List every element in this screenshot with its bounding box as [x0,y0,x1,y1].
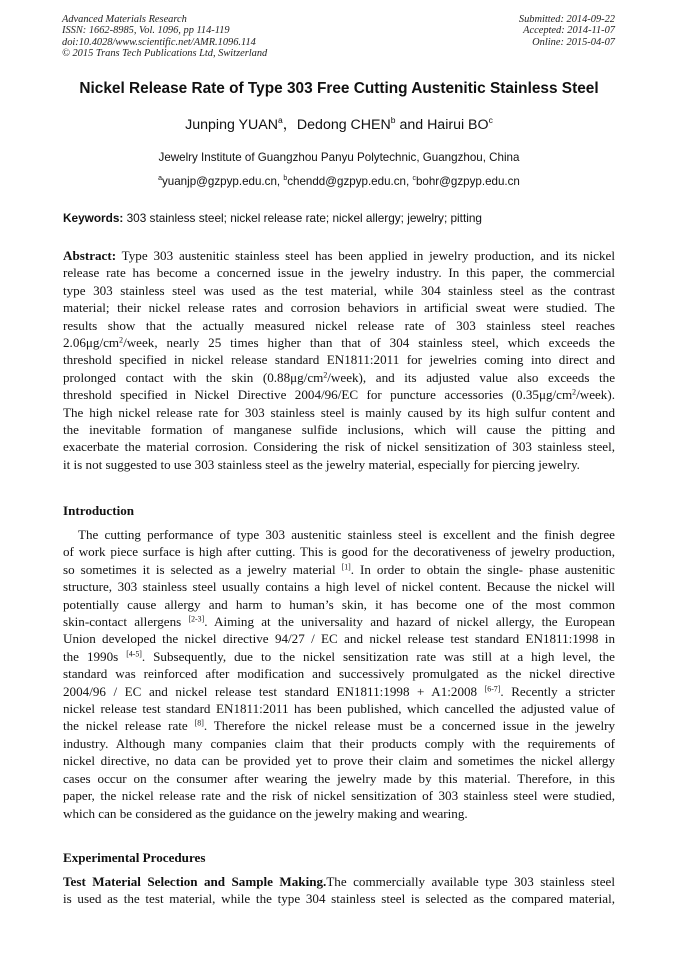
text-line: which can be considered as the guidance on the jewelry making and wearing. [63,805,468,821]
text-line [63,299,615,316]
text-line: industry. Although many companies claim that their products comply with the requirements of [63,735,615,751]
text-line [63,873,615,890]
text-fragment: The commercially available type 303 stainless steel [326,874,615,889]
text-line [63,369,615,386]
author-separator: ， [282,117,297,133]
text-fragment: 2.06μg/cm [63,335,120,351]
text-fragment: Type 303 austenitic stainless steel has been applied in jewelry production, and its nickel [116,248,615,263]
email-link[interactable]: chendd@gzpyp.edu.cn [287,175,406,188]
text-line [63,438,615,455]
subsection-heading: Test Material Selection and Sample Making. [63,874,327,889]
journal-name: Advanced Materials Research [62,14,187,25]
text-line: of work piece surface is high after cutting. This is good for the decorativeness of jewelry production, [63,544,615,560]
text-fragment: results show that the actually measured nickel release rate of 303 stainless steel reaches [63,317,615,333]
text-fragment: type 303 stainless steel was used as the test material, while 304 stainless steel as the contrast [63,282,615,298]
superscript: 2 [119,335,124,345]
author-list [0,114,678,134]
author-mark: a [277,115,283,126]
citation-ref[interactable]: [8] [194,718,204,728]
text-line: The cutting performance of type 303 austenitic stainless steel is excellent and the finish degree [78,527,615,542]
text-fragment: skin-contact allergens [63,614,189,630]
email-separator: , [276,175,284,188]
superscript: 2 [572,387,577,397]
text-fragment: the nickel release rate [63,718,195,734]
abstract-label: Abstract: [63,248,117,263]
text-line [63,648,615,665]
journal-issn: ISSN: 1662-8985, Vol. 1096, pp 114-119 [62,25,230,37]
author-name: Junping YUAN [185,117,278,133]
email-link[interactable]: bohr@gzpyp.edu.cn [415,175,520,188]
text-line [63,890,615,907]
text-line [63,421,615,438]
text-line [63,683,615,700]
text-fragment: . Aiming at the universality and hazard of nickel allergy, the European [204,614,615,630]
submission-dates [519,14,615,48]
text-line [63,456,615,473]
text-fragment: . Therefore the nickel release must be a concerned issue in the jewelry [203,718,615,734]
text-fragment: is used as the test material, while the type 304 stainless steel is selected as the compared material, [63,891,615,907]
email-mark: c [412,175,416,183]
submitted-date: Submitted: 2014-09-22 [518,14,615,25]
text-line: standard was reinforced after modification and successively promulgated as the nickel directive [63,666,615,682]
text-fragment: /week, nearly 25 times higher than that of 304 stainless steel, which exceeds the [123,335,615,351]
text-fragment: the inevitable formation of manganese sulfide inclusions, which will cause the pitting and [63,422,615,438]
text-fragment: . Recently a stricter [500,683,615,699]
keywords-label: Keywords: [63,211,124,225]
superscript: 2 [323,370,328,380]
keywords [63,211,482,225]
text-line [63,334,615,351]
text-fragment: material; their nickel release rates and corrosion behaviors in artificial sweat were studied. The [63,300,615,316]
text-line [63,404,615,421]
accepted-date: Accepted: 2014-11-07 [523,25,615,37]
text-fragment: . In order to obtain the single- phase austenitic [350,561,615,577]
text-line: cases occur on the consumer after wearing the jewelry made by this material. Therefore, in this [63,770,615,786]
citation-ref[interactable]: [6-7] [484,683,501,693]
text-fragment: threshold specified in nickel release standard EN1811:2011 for jewelries coming into direct and [63,352,615,368]
text-fragment: the 1990s [63,648,127,664]
text-line [63,282,615,299]
text-line: paper, the nickel release rate and the risk of nickel sensitization of 303 stainless steel were studied, [63,788,615,804]
text-fragment: /week). [576,387,615,403]
text-fragment: so sometimes it is selected as a jewelry material [63,561,342,577]
author-mark: b [390,115,396,126]
affiliation: Jewelry Institute of Guangzhou Panyu Polytechnic, Guangzhou, China [158,151,520,164]
text-fragment: release rate has become a concerned issue in the jewelry industry. In this paper, the commercial [63,265,615,281]
experimental-body [63,873,615,908]
journal-info [62,14,267,59]
author-name: Hairui BO [427,117,489,133]
email-mark: b [283,175,288,183]
abstract [63,247,615,473]
text-fragment: threshold specified in Nickel Directive 2004/96/EC for puncture accessories (0.35μg/cm [63,387,573,403]
text-line [63,317,615,334]
text-line: potentially cause allergy and harm to human’s skin, it has become one of the most common [63,596,615,612]
text-fragment: exacerbate the material corrosion. Considering the risk of nickel sensitization of 303 stainless steel, [63,439,615,455]
text-line [63,247,615,264]
author-name: Dedong CHEN [296,117,391,133]
text-line [63,613,615,630]
text-fragment: /week), and its adjusted value also exceeds the [327,369,616,385]
text-fragment: The high nickel release rate for 303 stainless steel is mainly caused by its high sulfur content and [63,404,615,420]
text-line [63,351,615,368]
text-fragment: it is not suggested to use 303 stainless steel as the jewelry material, especially for piercing jewelry. [63,456,580,472]
journal-doi[interactable]: doi:10.4028/www.scientific.net/AMR.1096.114 [62,36,256,48]
experimental-heading: Experimental Procedures [63,850,206,865]
introduction-body [63,526,615,822]
text-line [63,717,615,734]
text-line [63,386,615,403]
text-fragment: prolonged contact with the skin (0.88μg/cm [63,369,324,385]
text-line [63,264,615,281]
text-fragment: 2004/96 / EC and nickel release test standard EN1811:1998 + A1:2008 [63,683,485,699]
citation-ref[interactable]: [4-5] [126,649,142,659]
keywords-text: 303 stainless steel; nickel release rate; nickel allergy; jewelry; pitting [123,211,482,225]
author-mark: c [488,115,493,126]
citation-ref[interactable]: [1] [341,562,351,572]
author-separator: and [395,117,428,133]
journal-copyright: © 2015 Trans Tech Publications Ltd, Switzerland [62,47,268,59]
email-separator: , [406,175,413,188]
online-date: Online: 2015-04-07 [532,36,615,48]
text-line: structure, 303 stainless steel usually contains a high level of nickel content. Because the nickel will [63,579,615,595]
email-link[interactable]: yuanjp@gzpyp.edu.cn [161,175,277,188]
introduction-heading: Introduction [63,503,135,518]
text-line: Union developed the nickel directive 94/27 / EC and nickel release test standard EN1811:1998 in [63,631,615,647]
text-line: nickel release test standard EN1811:2011 has been published, which cancelled the adjusted value of [63,701,615,717]
email-list [0,175,678,188]
text-line: nickel directive, no data can be provided yet to prove their claim and sometimes the nickel allergy [63,753,615,769]
text-fragment: . Subsequently, due to the nickel sensitization rate was still at a high level, the [141,648,615,664]
paper-title: Nickel Release Rate of Type 303 Free Cutting Austenitic Stainless Steel [79,80,599,97]
text-line [63,561,615,578]
citation-ref[interactable]: [2-3] [188,614,205,624]
email-mark: a [158,175,162,183]
